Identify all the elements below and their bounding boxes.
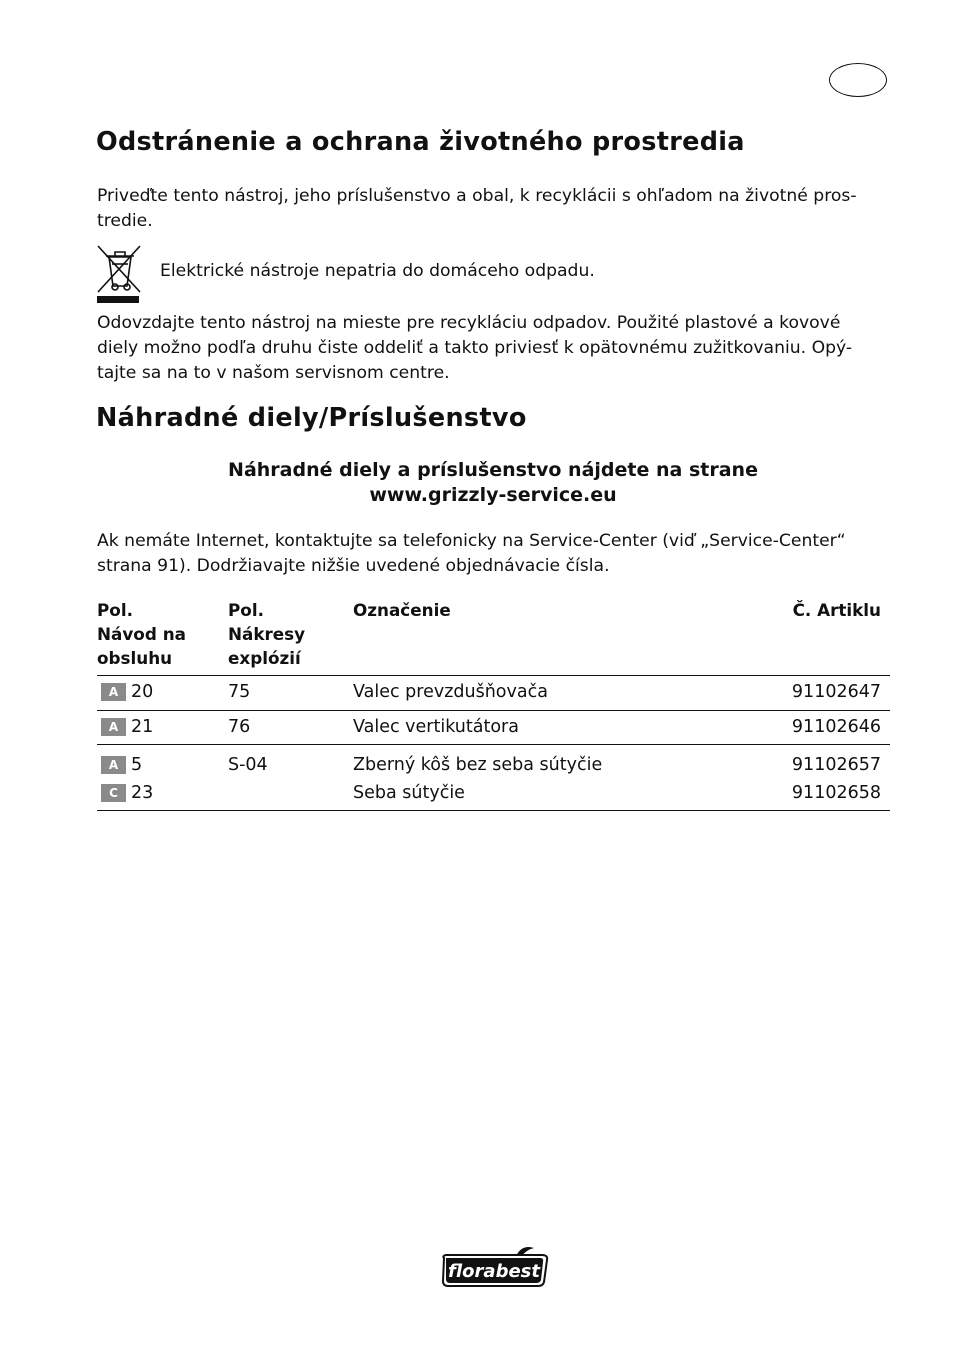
table-rule [97, 675, 890, 676]
row-article: 91102646 [791, 717, 881, 737]
row-article: 91102658 [791, 783, 881, 803]
table-rule [97, 810, 890, 811]
brand-logo-text: florabest [448, 1261, 540, 1282]
disposal-intro-line-2: tredie. [97, 211, 153, 231]
part-badge: A [101, 683, 126, 701]
row-description: Seba sútyčie [353, 783, 465, 803]
row-pos: C 23 [101, 781, 153, 805]
part-badge: A [101, 718, 126, 736]
parts-highlight-url: www.grizzly-service.eu [369, 484, 617, 506]
row-pos: A 21 [101, 715, 153, 739]
row-drawing: 76 [228, 717, 251, 737]
disposal-body-line-2: diely možno podľa druhu čiste oddeliť a takto priviesť k opätovnému zužitkovaniu. Opý- [97, 338, 853, 358]
contact-line-1: Ak nemáte Internet, kontaktujte sa telefonicky na Service-Center (viď „Service-Center“ [97, 531, 846, 551]
row-article: 91102657 [791, 755, 881, 775]
disposal-body-line-1: Odovzdajte tento nástroj na mieste pre recykláciu odpadov. Použité plastové a kovové [97, 313, 841, 333]
row-pos: A 5 [101, 753, 142, 777]
language-badge [829, 63, 887, 97]
row-drawing: 75 [228, 682, 251, 702]
row-description: Zberný kôš bez seba sútyčie [353, 755, 603, 775]
weee-note: Elektrické nástroje nepatria do domáceho odpadu. [160, 261, 595, 281]
table-rule [97, 744, 890, 745]
parts-highlight-line-1: Náhradné diely a príslušenstvo nájdete na strane [228, 459, 758, 481]
part-badge: C [101, 784, 126, 802]
parts-heading: Náhradné diely/Príslušenstvo [96, 403, 527, 433]
weee-bin-icon [96, 244, 142, 304]
florabest-logo [438, 1244, 552, 1290]
disposal-heading: Odstránenie a ochrana životného prostredia [96, 127, 745, 157]
row-description: Valec prevzdušňovača [353, 682, 548, 702]
header-article-number: Č. Artiklu [792, 600, 881, 620]
contact-line-2: strana 91). Dodržiavajte nižšie uvedené objednávacie čísla. [97, 556, 610, 576]
header-description: Označenie [353, 600, 451, 620]
table-rule [97, 710, 890, 711]
disposal-body-line-3: tajte sa na to v našom servisnom centre. [97, 363, 450, 383]
header-pos-manual: Pol. Návod na obsluhu [97, 600, 186, 668]
row-article: 91102647 [791, 682, 881, 702]
row-pos: A 20 [101, 680, 153, 704]
disposal-intro-line-1: Priveďte tento nástroj, jeho príslušenstvo a obal, k recyklácii s ohľadom na životné pros- [97, 186, 857, 206]
row-description: Valec vertikutátora [353, 717, 519, 737]
part-badge: A [101, 756, 126, 774]
row-drawing: S-04 [228, 755, 268, 775]
header-pos-drawing: Pol. Nákresy explózií [228, 600, 306, 668]
